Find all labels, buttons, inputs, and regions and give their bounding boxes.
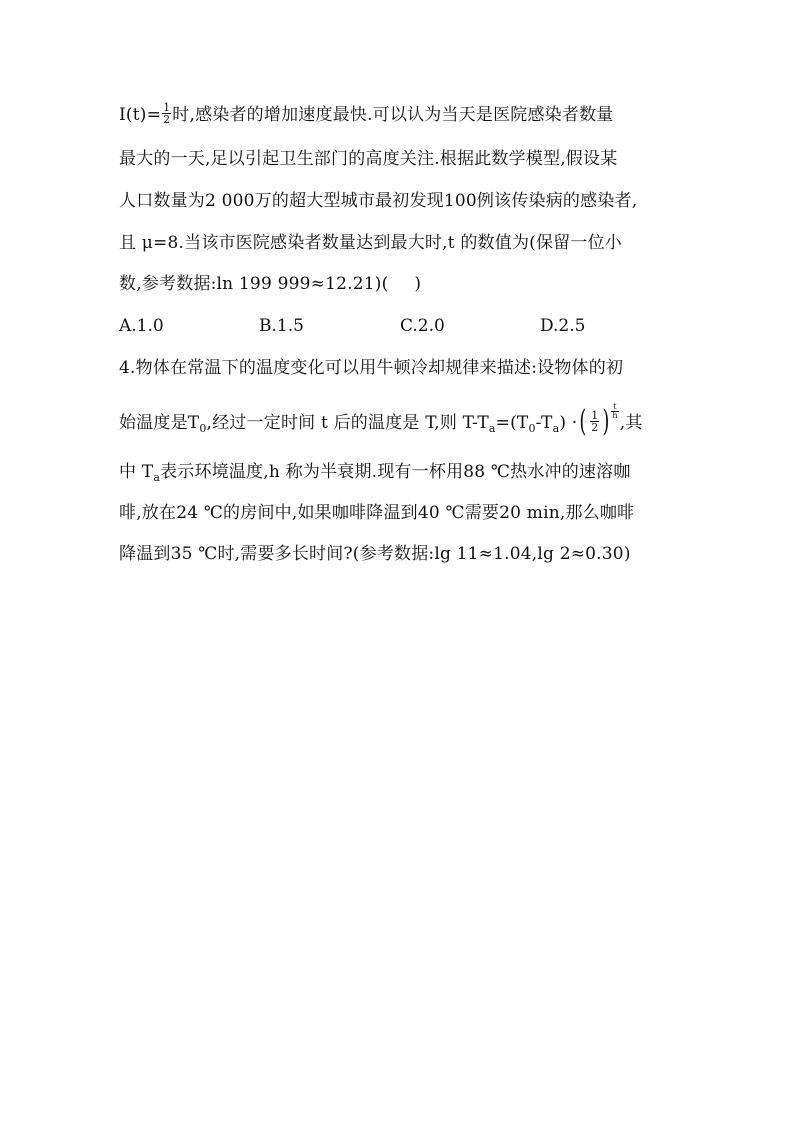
left-paren: ( [579,403,587,439]
q4-line-2-a: 始温度是T [119,413,200,433]
one-half-fraction [162,102,171,125]
right-paren: ) [602,403,611,439]
q4-line-5: 降温到35 ℃时,需要多长时间?(参考数据:lg 11≈1.04,lg 2≈0.30) [119,544,631,564]
option-c: C.2.0 [400,316,445,336]
q4-line-2-c: =(T [495,413,529,433]
subscript-0: 0 [199,422,207,435]
subscript-0: 0 [528,422,536,435]
q3-line-5-text: 数,参考数据:ln 199 999≈12.21)( [119,274,389,294]
q3-line-1-text: 时,感染者的增加速度最快.可以认为当天是医院感染者数量 [172,105,614,125]
q3-line-2: 最大的一天,足以引起卫生部门的高度关注.根据此数学模型,假设某 [119,149,618,169]
q3-line-3: 人口数量为2 000万的超大型城市最初发现100例该传染病的感染者, [119,191,638,211]
q4-line-1: 4.物体在常温下的温度变化可以用牛顿冷却规律来描述:设物体的初 [119,358,624,378]
q4-line-3 [119,461,631,489]
exponent-fraction [611,403,618,420]
q3-line-1-prefix: I(t)= [119,105,162,125]
q3-line-4: 且 μ=8.当该市医院感染者数量达到最大时,t 的数值为(保留一位小 [119,233,622,253]
q3-line-5-close: ) [414,274,422,294]
exponent-numerator: t [613,402,617,411]
one-half-fraction [590,410,599,433]
q3-line-5 [119,273,421,295]
option-b: B.1.5 [259,316,304,336]
q4-line-2 [119,402,643,440]
subscript-a: a [153,471,161,484]
option-d: D.2.5 [540,316,586,336]
q4-line-3-a: 中 T [119,462,154,482]
fraction-numerator: 1 [591,409,599,422]
q4-line-2-d: -T [535,413,553,433]
q3-line-1 [119,101,614,127]
subscript-a: a [488,422,496,435]
q4-line-2-b: ,经过一定时间 t 后的温度是 T,则 T-T [206,413,489,433]
subscript-a: a [552,422,560,435]
q4-line-2-f: ,其 [619,413,643,433]
fraction-denominator: 2 [591,421,599,434]
q4-line-3-b: 表示环境温度,h 称为半衰期.现有一杯用88 ℃热水冲的速溶咖 [160,462,631,482]
fraction-denominator: 2 [163,113,171,126]
exponent-denominator: h [612,411,618,420]
q4-line-2-e: ) · [559,413,578,433]
exponent-t-over-h [610,400,619,422]
q4-line-4: 啡,放在24 ℃的房间中,如果咖啡降温到40 ℃需要20 min,那么咖啡 [119,503,635,523]
fraction-numerator: 1 [163,101,171,114]
option-a: A.1.0 [119,316,164,336]
